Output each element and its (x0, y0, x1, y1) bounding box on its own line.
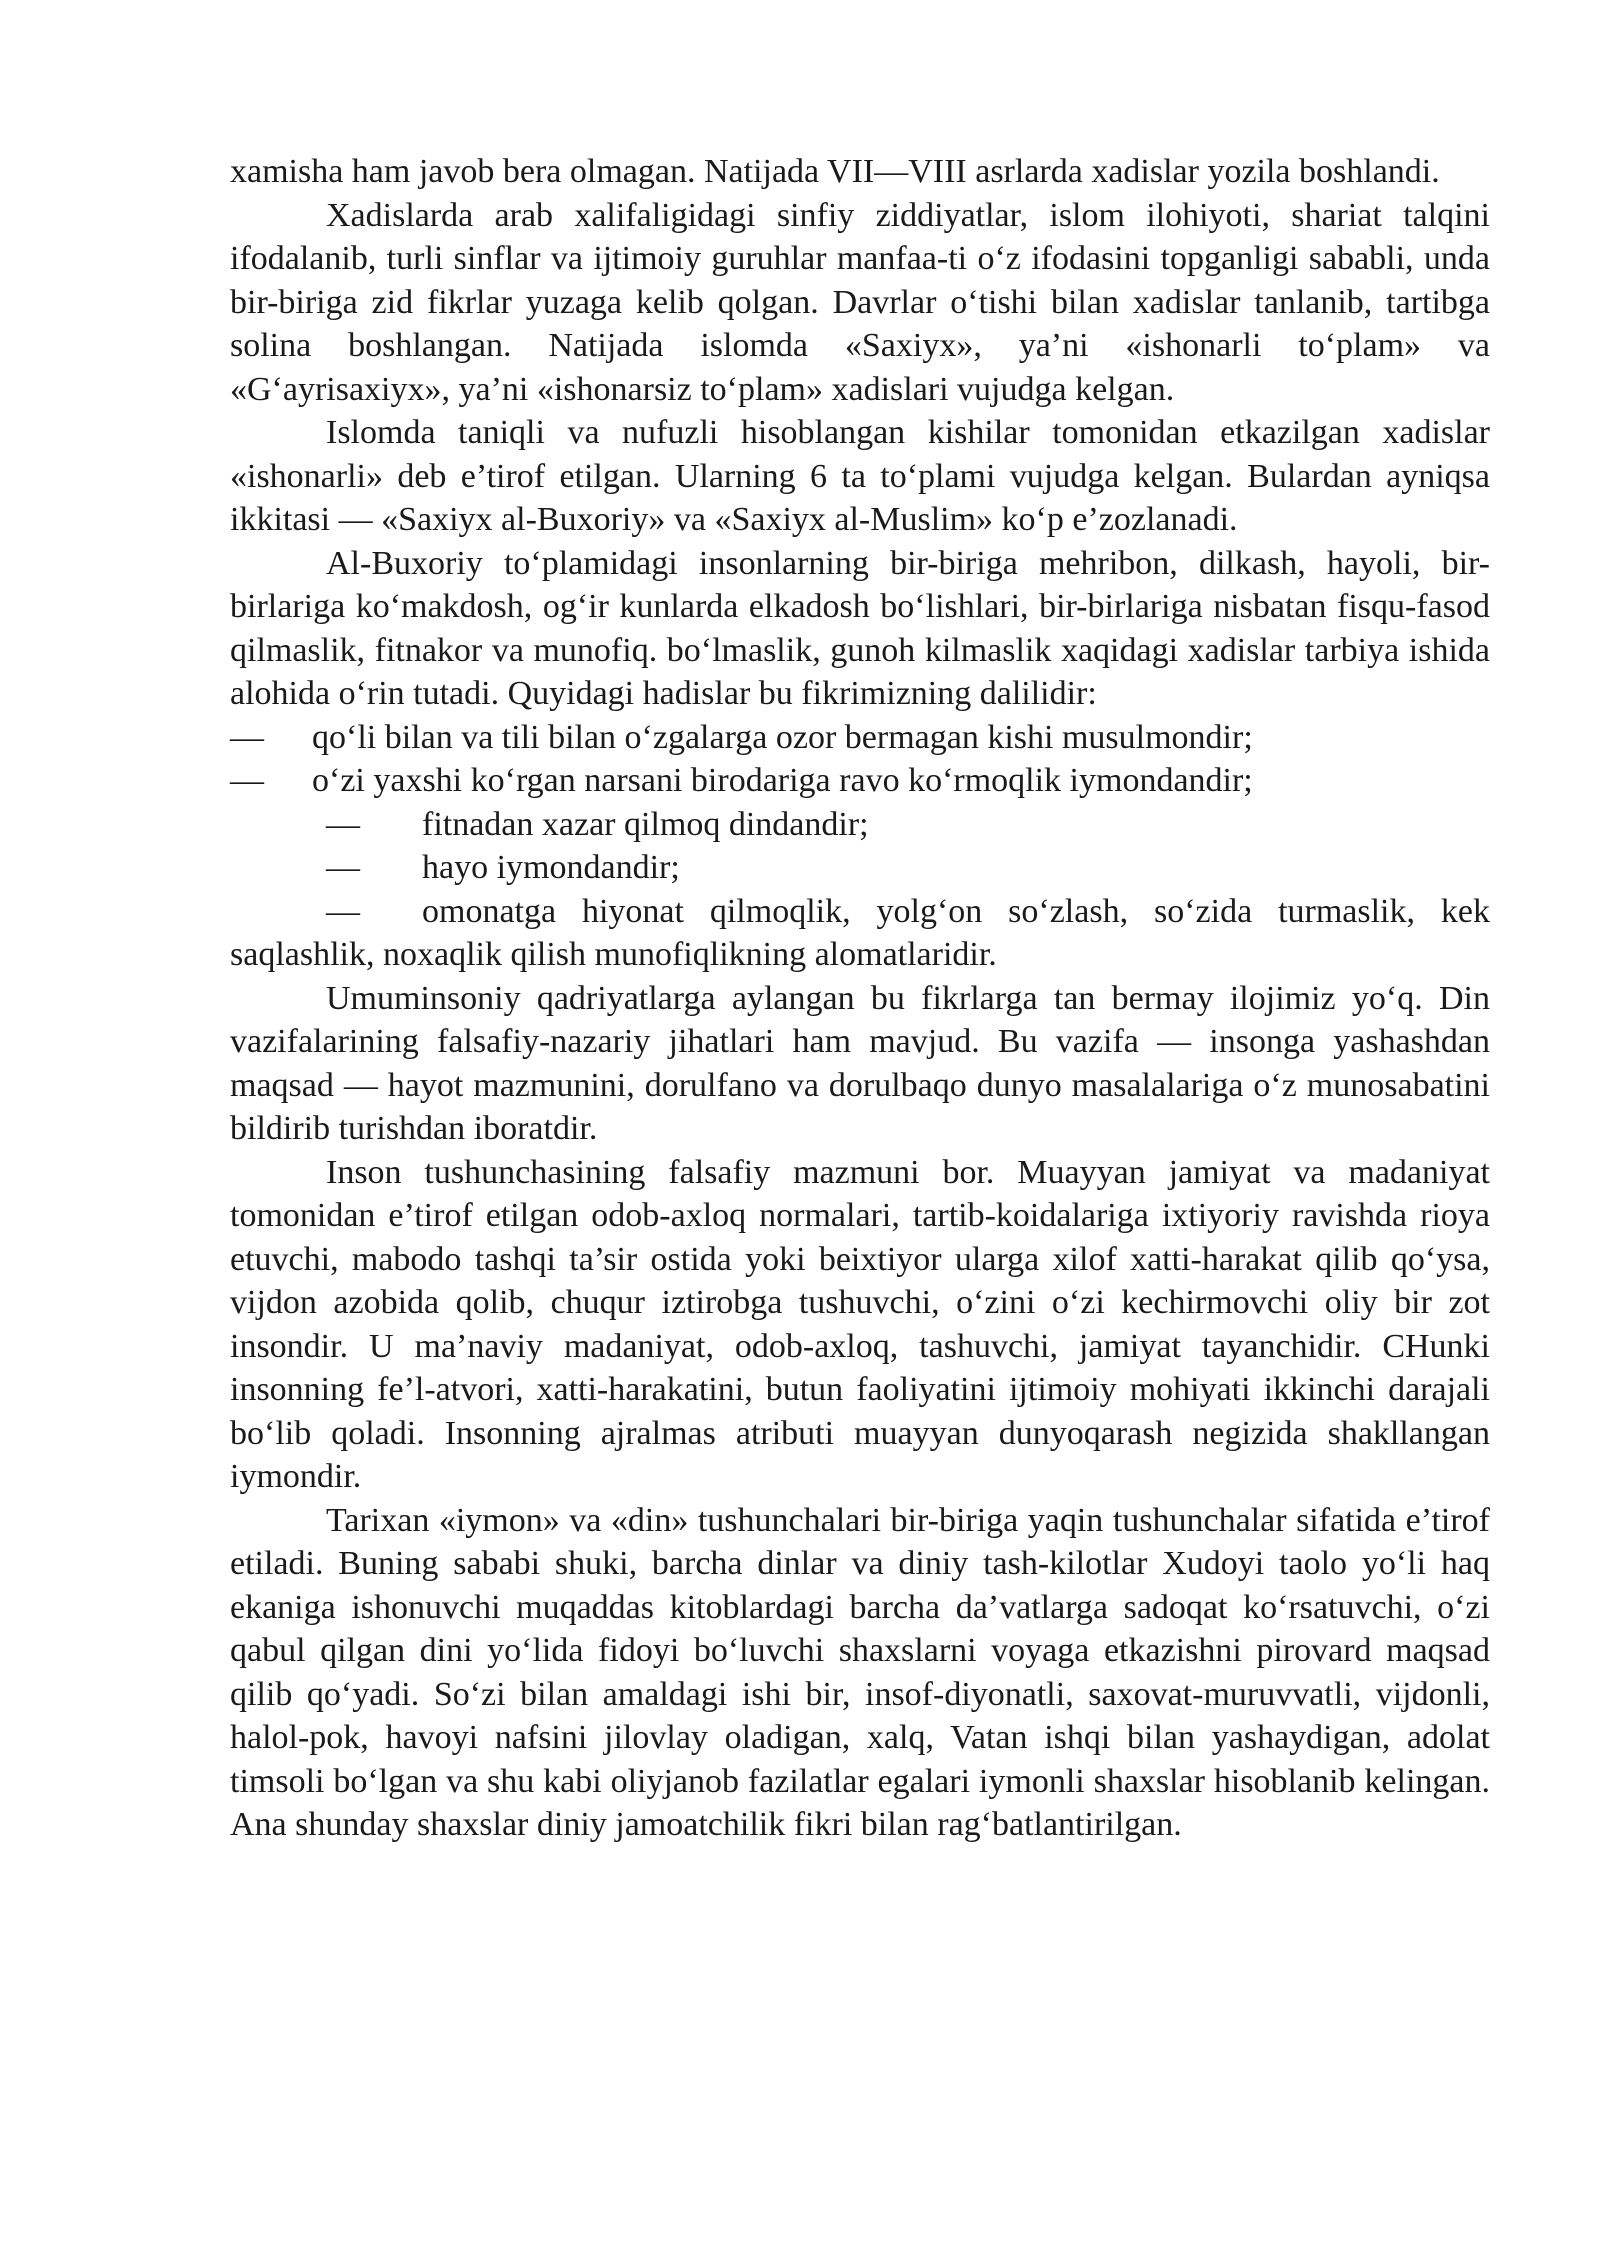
hadith-list (230, 716, 1490, 977)
list-item-text: o‘zi yaxshi ko‘rgan narsani birodariga ravo ko‘rmoqlik iymondandir; (312, 762, 1253, 799)
paragraph-hadith-origins: Xadislarda arab xalifaligidagi sinfiy ziddiyatlar, islom ilohiyoti, shariat talqini ifodalanib, turli sinflar va ijtimoiy guruhlar manfaa-ti o‘z ifodasini topganligi sababli, unda bir-biriga zid fikrlar yuzaga kelib qolgan. Davrlar o‘tishi bilan xadislar tanlanib, tartibga solina boshlangan. Natijada islomda «Saxiyx», ya’ni «ishonarli to‘plam» va «G‘ayrisaxiyx», ya’ni «ishonarsiz to‘plam» xadislari vujudga kelgan. (230, 196, 1490, 408)
dash-bullet: — (230, 762, 264, 799)
paragraph-faith-and-religion: Tarixan «iymon» va «din» tushunchalari bir-biriga yaqin tushunchalar sifatida e’tirof etiladi. Buning sababi shuki, barcha dinlar va diniy tash-kilotlar Xudoyi taolo yo‘li haq ekaniga ishonuvchi muqaddas kitoblardagi barcha da’vatlarga sadoqat ko‘rsatuvchi, o‘zi qabul qilgan dini yo‘lida fidoyi bo‘luvchi shaxslarni voyaga etkazishni pirovard maqsad qilib qo‘yadi. So‘zi bilan amaldagi ishi bir, insof-diyonatli, saxovat-muruvvatli, vijdonli, halol-pok, havoyi nafsini jilovlay oladigan, xalq, Vatan ishqi bilan yashaydigan, adolat timsoli bo‘lgan va shu kabi oliyjanob fazilatlar egalari iymonli shaxslar hisoblanib kelingan. Ana shunday shaxslar diniy jamoatchilik fikri bilan rag‘batlantirilgan. (230, 1501, 1490, 1843)
paragraph-concept-of-human: Inson tushunchasining falsafiy mazmuni bor. Muayyan jamiyat va madaniyat tomonidan e’tirof etilgan odob-axloq normalari, tartib-koidalariga ixtiyoriy ravishda rioya etuvchi, mabodo tashqi ta’sir ostida yoki beixtiyor ularga xilof xatti-harakat qilib qo‘ysa, vijdon azobida qolib, chuqur iztirobga tushuvchi, o‘zini o‘zi kechirmovchi oliy bir zot insondir. U ma’naviy madaniyat, odob-axloq, tashuvchi, jamiyat tayanchidir. CHunki insonning fe’l-atvori, xatti-harakatini, butun faoliyatini ijtimoiy mohiyati ikkinchi darajali bo‘lib qoladi. Insonning ajralmas atributi muayyan dunyoqarash negizida shakllangan iymondir. (230, 1153, 1490, 1495)
list-item (230, 890, 1490, 977)
list-item-text: omonatga hiyonat qilmoqlik, yolg‘on so‘zlash, so‘zida turmaslik, kek saqlashlik, noxaqlik qilish munofiqlikning alomatlaridir. (230, 892, 1490, 973)
paragraph-reliable-hadiths: Islomda taniqli va nufuzli hisoblangan kishilar tomonidan etkazilgan xadislar «ishonarli» deb e’tirof etilgan. Ularning 6 ta to‘plami vujudga kelgan. Bulardan ayniqsa ikkitasi — «Saxiyx al-Buxoriy» va «Saxiyx al-Muslim» ko‘p e’zozlanadi. (230, 414, 1490, 538)
dash-bullet: — (326, 892, 360, 930)
list-item (230, 846, 1490, 890)
paragraph-universal-values: Umuminsoniy qadriyatlarga aylangan bu fikrlarga tan bermay ilojimiz yo‘q. Din vazifalarining falsafiy-nazariy jihatlari ham mavjud. Bu vazifa — insonga yashashdan maqsad — hayot mazmunini, dorulfano va dorulbaqo dunyo masalalariga o‘z munosabatini bildirib turishdan iboratdir. (230, 979, 1490, 1147)
list-item (230, 716, 1490, 760)
list-item (230, 803, 1490, 847)
document-page (230, 150, 1490, 1847)
dash-bullet: — (326, 805, 360, 843)
paragraph-al-bukhari: Al-Buxoriy to‘plamidagi insonlarning bir-biriga mehribon, dilkash, hayoli, bir-birlariga ko‘makdosh, og‘ir kunlarda elkadosh bo‘lishlari, bir-birlariga nisbatan fisqu-fasod qilmaslik, fitnakor va munofiq. bo‘lmaslik, gunoh kilmaslik xaqidagi xadislar tarbiya ishida alohida o‘rin tutadi. Quyidagi hadislar bu fikrimizning dalilidir: (230, 544, 1490, 712)
dash-bullet: — (230, 718, 264, 756)
list-item (230, 759, 1490, 803)
list-item-text: qo‘li bilan va tili bilan o‘zgalarga ozor bermagan kishi musulmondir; (312, 718, 1253, 756)
paragraph-continuation: xamisha ham javob bera olmagan. Natijada VII—VIII asrlarda xadislar yozila boshlandi. (230, 153, 1440, 190)
dash-bullet: — (326, 849, 360, 886)
list-item-text: fitnadan xazar qilmoq dindandir; (422, 805, 869, 843)
list-item-text: hayo iymondandir; (422, 849, 680, 886)
